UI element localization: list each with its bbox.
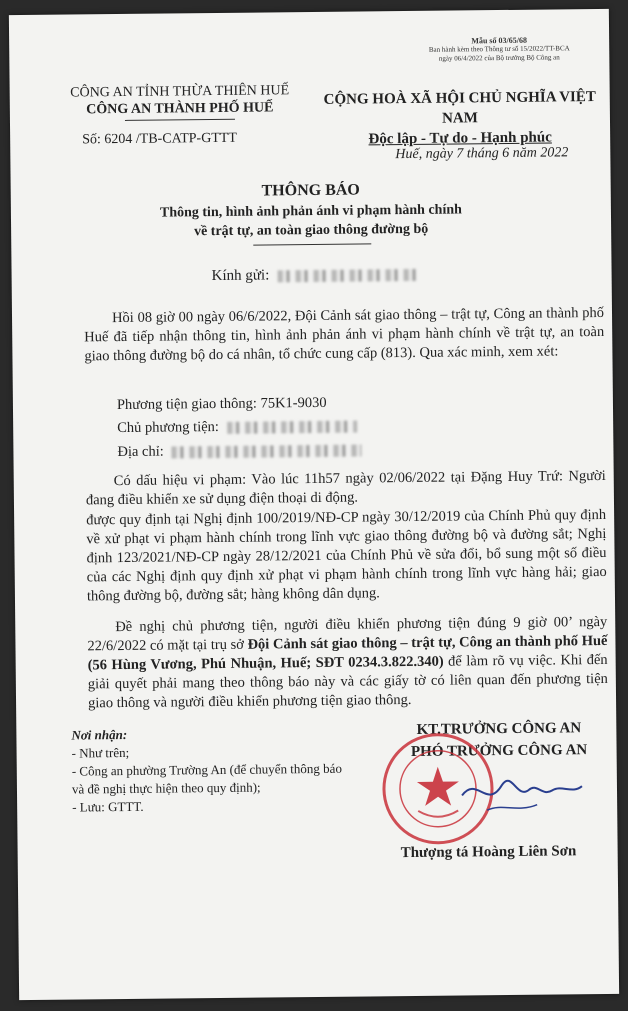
request-office-info: Đội Cảnh sát giao thông – trật tự, Công an thành phố Huế (56 Hùng Vương, Phú Nhuận, Huế; SĐT 0234.3.822.340)	[87, 632, 608, 674]
agency-name: CÔNG AN THÀNH PHỐ HUẾ	[86, 100, 274, 118]
signer-name: Thượng tá Hoàng Liên Sơn	[400, 843, 577, 862]
nation-name: CỘNG HOÀ XÃ HỘI CHỦ NGHĨA VIỆT NAM	[323, 89, 596, 127]
address-label: Địa chỉ:	[117, 443, 164, 461]
motto: Độc lập - Tự do - Hạnh phúc	[368, 129, 552, 148]
document-date: Huế, ngày 7 tháng 6 năm 2022	[395, 145, 569, 163]
redacted-recipient	[277, 268, 417, 281]
recipient-label: Kính gửi:	[211, 267, 270, 285]
recipients-list	[71, 724, 347, 817]
request-text-start: Đề nghị chủ phương tiện, người điều khiển phương tiện đúng 9 giờ 00’ ngày 22/6/2022 có mặt tại trụ sở	[87, 613, 608, 655]
owner-label: Chủ phương tiện:	[117, 418, 220, 437]
vehicle-line: Phương tiện giao thông: 75K1-9030	[116, 394, 327, 414]
document-page	[9, 9, 619, 1000]
redacted-owner	[227, 420, 357, 433]
agency-parent: CÔNG AN TỈNH THỪA THIÊN HUẾ	[70, 83, 290, 101]
recipient-item: - Công an phường Trường An (để chuyển thông báo và đề nghị thực hiện theo quy định);	[71, 760, 342, 797]
national-motto	[310, 87, 611, 150]
document-number: Số: 6204 /TB-CATP-GTTT	[82, 130, 238, 148]
form-line-1: Ban hành kèm theo Thông tư số 15/2022/TT-BCA	[428, 44, 570, 54]
title-underline	[253, 243, 371, 245]
signature-title-line-2: PHÓ TRƯỞNG CÔNG AN	[410, 742, 588, 760]
paragraph-violation: Có dấu hiệu vi phạm: Vào lúc 11h57 ngày 02/06/2022 tại Đặng Huy Trứ: Người đang điều khiển xe sử dụng điện thoại di động.	[85, 467, 606, 509]
paragraph-request	[87, 613, 608, 713]
document-subtitle-1: Thông tin, hình ảnh phản ánh vi phạm hành chính	[159, 202, 462, 221]
recipient-item: - Lưu: GTTT.	[72, 798, 144, 815]
recipient-item: - Như trên;	[71, 744, 130, 761]
form-code: Mẫu số 03/65/68	[471, 35, 527, 46]
form-reference	[394, 35, 604, 64]
form-line-2: ngày 06/4/2022 của Bộ trưởng Bộ Công an	[438, 53, 560, 63]
owner-line	[117, 418, 357, 438]
recipient-line	[212, 266, 418, 285]
request-text-end: để làm rõ vụ việc. Khi đến giải quyết phải mang theo thông báo này và các giấy tờ có liên quan đến phương tiện giao thông và người điều khiển phương tiện giao thông.	[87, 651, 608, 712]
redacted-address	[172, 444, 362, 458]
signature-title-line-1: KT.TRƯỞNG CÔNG AN	[416, 720, 582, 738]
issuing-agency	[50, 82, 310, 122]
agency-underline	[125, 119, 235, 121]
document-subtitle-2: về trật tự, an toàn giao thông đường bộ	[193, 221, 429, 240]
document-title: THÔNG BÁO	[261, 181, 360, 200]
recipients-heading: Nơi nhận:	[71, 726, 128, 743]
paragraph-legal-basis: được quy định tại Nghị định 100/2019/NĐ-CP ngày 30/12/2019 của Chính Phủ quy định về xử phạt vi phạm hành chính trong lĩnh vực giao thông đường bộ và đường sắt; Nghị định 123/2021/NĐ-CP ngày 28/12/2021 của Chính Phủ về sửa đổi, bổ sung một số điều của các Nghị định quy định xử phạt vi phạm hành chính trong lĩnh vực hàng hải; giao thông đường bộ, đường sắt; hàng không dân dụng.	[86, 506, 607, 605]
handwritten-signature	[457, 754, 588, 825]
address-line	[117, 441, 361, 461]
paragraph-intro: Hồi 08 giờ 00 ngày 06/6/2022, Đội Cảnh sát giao thông – trật tự, Công an thành phố Huế đã tiếp nhận thông tin, hình ảnh phản ánh vi phạm hành chính về trật tự, an toàn giao thông đường bộ do cá nhân, tổ chức cung cấp (813). Qua xác minh, xem xét:	[84, 304, 605, 365]
